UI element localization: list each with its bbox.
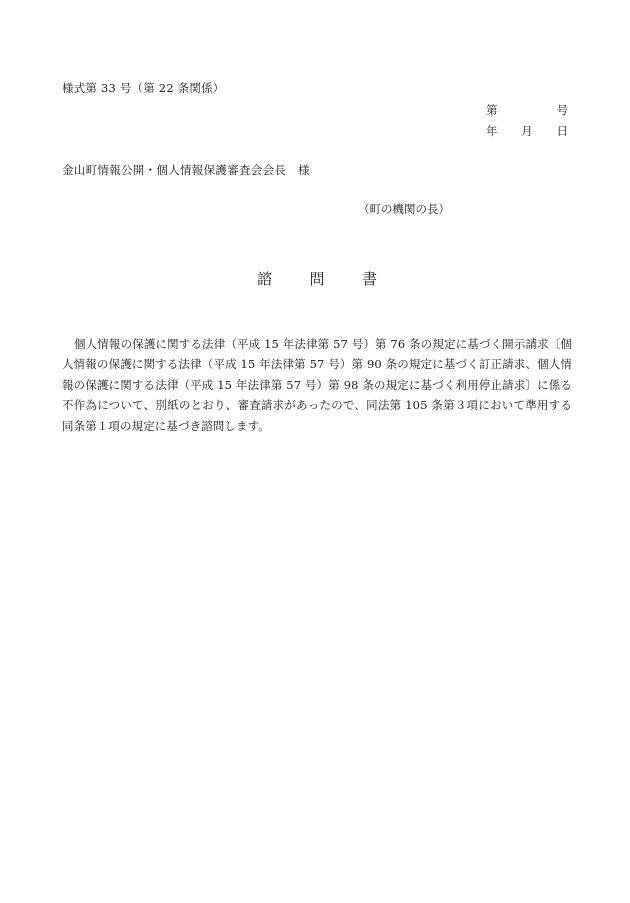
month-label: 月 <box>521 124 533 138</box>
document-title <box>257 268 377 289</box>
number-prefix: 第 <box>486 103 498 117</box>
addressee: 金山町情報公開・個人情報保護審査会会長 様 <box>62 163 310 177</box>
title-char: 諮 <box>257 270 273 288</box>
title-char: 書 <box>361 270 377 288</box>
day-label: 日 <box>556 124 568 138</box>
sender: （町の機関の長） <box>358 202 450 216</box>
title-char: 問 <box>309 270 325 288</box>
form-number: 様式第 33 号（第 22 条関係） <box>62 81 225 95</box>
body-paragraph: 個人情報の保護に関する法律（平成 15 年法律第 57 号）第 76 条の規定に基づく開示請求〔個人情報の保護に関する法律（平成 15 年法律第 57 号）第 90 条の規定に基づく訂正請求、個人情報の保護に関する法律（平成 15 年法律第 57 号）第 98 条の規定に基づく利用停止請求〕に係る不作為について、別紙のとおり、審査請求があったので、同法第 105 条第３項において準用する同条第１項の規定に基づき諮問します。 <box>62 336 572 433</box>
document-number-block <box>486 100 568 142</box>
year-label: 年 <box>486 124 498 138</box>
document-number-line <box>486 100 568 121</box>
number-suffix: 号 <box>556 103 568 117</box>
document-date-line <box>486 121 568 142</box>
